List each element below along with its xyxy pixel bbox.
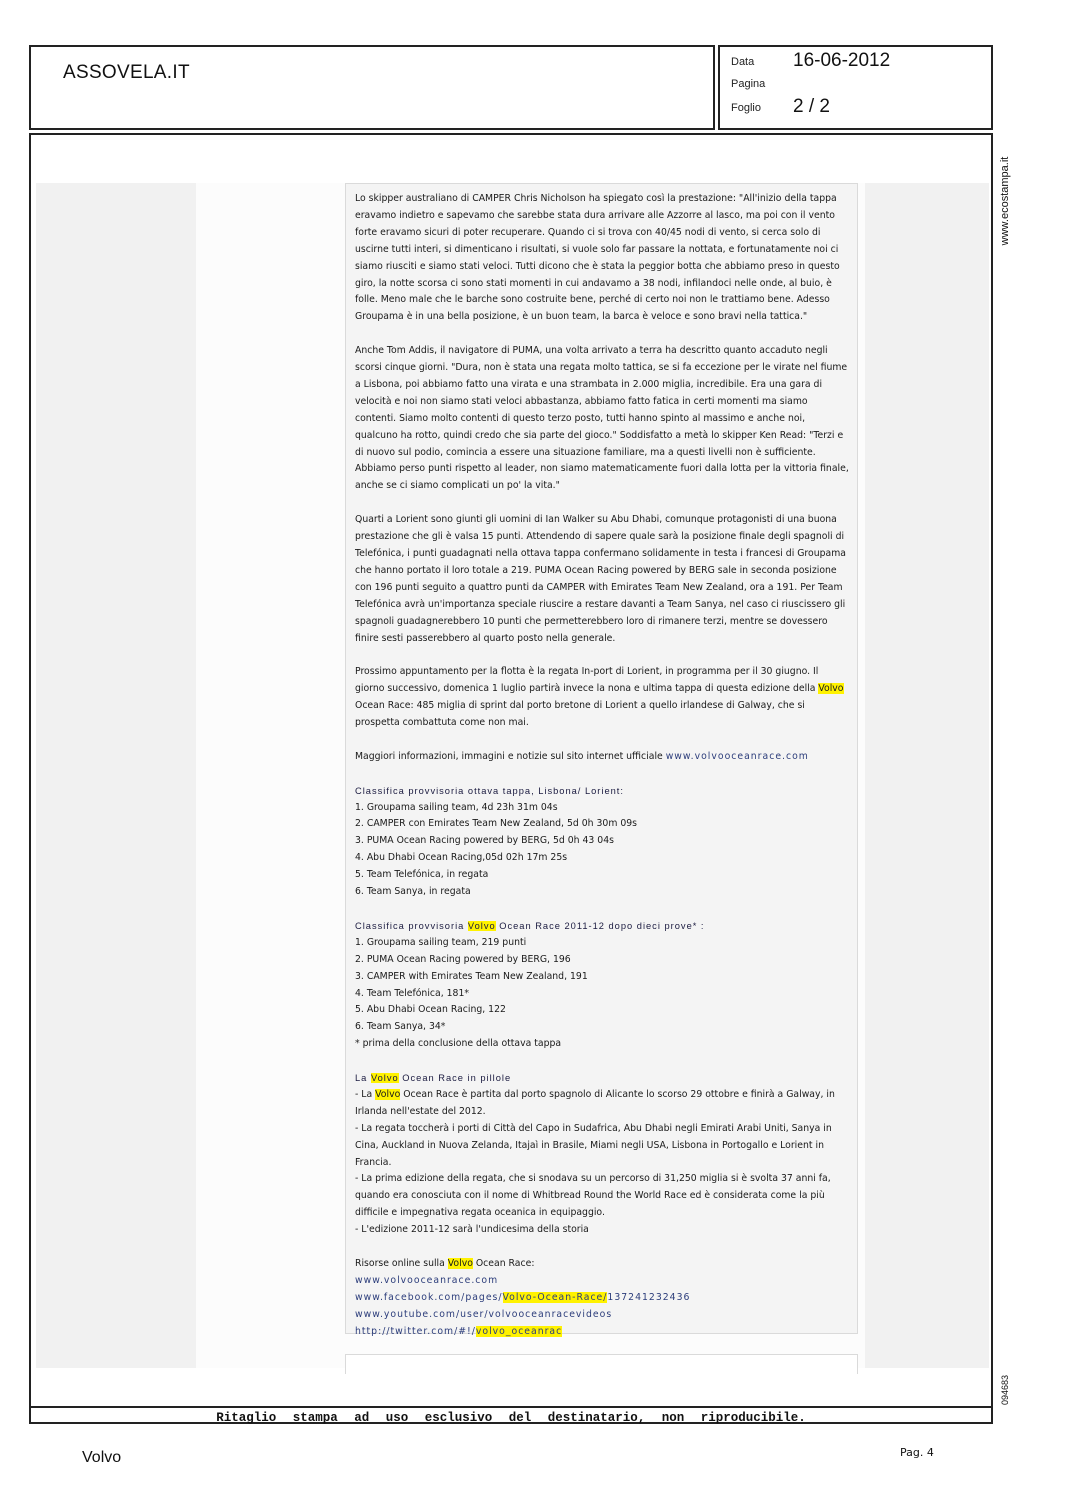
highlight-volvo: Volvo bbox=[375, 1088, 401, 1100]
paragraph-addis: Anche Tom Addis, il navigatore di PUMA, una volta arrivato a terra ha descritto quanto accaduto negli scorsi cinque giorni. "Dura, non è stata una regata molto tattica, se si fa eccezione per le virate nel fiume a Lisbona, poi abbiamo fatto una virata e una strambata in 2.000 miglia, incredibile. Era una gara di velocità e noi non siamo stati veloci abbastanza, abbiamo fatto fatica in certi momenti ma siamo contenti. Siamo molto contenti di questo terzo posto, tutti hanno spinto al massimo e anche noi, qualcuno ha rotto, quindi credo che sia parte del gioco." Soddisfatto a metà lo skipper Ken Read: "Terzi e di nuovo sul podio, comincia a essere una situazione familiare, ma a questi livelli non è sufficiente. Abbiamo perso punti rispetto al leader, non siamo matematicamente fuori dalla lotta per la vittoria finale, anche se ci siamo complicati un po' la vita." bbox=[355, 345, 849, 492]
link-volvooceanrace[interactable]: www.volvooceanrace.com bbox=[665, 750, 809, 762]
leg-result: 6. Team Sanya, in regata bbox=[355, 886, 471, 898]
sheet-label: Foglio bbox=[731, 102, 761, 114]
overall-footnote: * prima della conclusione della ottava tappa bbox=[355, 1038, 562, 1050]
leg-result: 5. Team Telefónica, in regata bbox=[355, 869, 489, 881]
leg-standings bbox=[355, 783, 849, 901]
link-twitter[interactable]: http://twitter.com/#!/volvo_oceanrac bbox=[355, 1325, 563, 1337]
header-meta-box bbox=[718, 45, 993, 130]
highlight-volvo: Volvo bbox=[370, 1073, 399, 1084]
overall-result: 2. PUMA Ocean Racing powered by BERG, 196 bbox=[355, 953, 571, 965]
header-source-box bbox=[29, 45, 715, 130]
overall-result: 3. CAMPER with Emirates Team New Zealand, 191 bbox=[355, 970, 588, 982]
overall-standings bbox=[355, 918, 849, 1053]
race-facts bbox=[355, 1070, 849, 1239]
leg-result: 4. Abu Dhabi Ocean Racing,05d 02h 17m 25s bbox=[355, 852, 568, 864]
side-code: 094683 bbox=[1000, 1374, 1010, 1406]
highlight-volvo: Volvo bbox=[467, 920, 496, 931]
overall-result: 4. Team Telefónica, 181* bbox=[355, 987, 470, 999]
page-label: Pagina bbox=[731, 78, 766, 90]
leg-standings-title: Classifica provvisoria ottava tappa, Lisbona/ Lorient: bbox=[355, 785, 624, 796]
leg-result: 2. CAMPER con Emirates Team New Zealand, 5d 0h 30m 09s bbox=[355, 818, 638, 830]
side-watermark-url: www.ecostampa.it bbox=[999, 156, 1011, 246]
leg-result: 3. PUMA Ocean Racing powered by BERG, 5d 0h 43 04s bbox=[355, 835, 614, 847]
overall-standings-title: Classifica provvisoria Volvo Ocean Race 2011-12 dopo dieci prove* : bbox=[355, 920, 705, 931]
online-resources bbox=[355, 1256, 849, 1341]
link-website[interactable]: www.volvooceanrace.com bbox=[355, 1274, 499, 1286]
online-resources-title: Risorse online sulla Volvo Ocean Race: bbox=[355, 1257, 535, 1269]
sheet-value: 2 / 2 bbox=[793, 96, 830, 117]
race-fact: - La regata toccherà i porti di Città del Capo in Sudafrica, Abu Dhabi negli Emirati Arabi Uniti, Sanya in Cina, Auckland in Nuova Zelanda, Itajaì in Brasile, Miami negli USA, Lisbona in Portogallo e Lorient in Francia. bbox=[355, 1122, 832, 1168]
link-youtube[interactable]: www.youtube.com/user/volvooceanracevideos bbox=[355, 1308, 613, 1320]
next-box-edge bbox=[345, 1354, 858, 1374]
paragraph-nicholson: Lo skipper australiano di CAMPER Chris Nicholson ha spiegato così la prestazione: "All'inizio della tappa eravamo indietro e sapevamo che sarebbe stata dura arrivare alle Azzorre al lasco, ma poi con il vento forte eravamo sicuri di poter recuperare. Quando ci si trova con 40/45 nodi di vento, si cerca solo di uscirne tutti interi, si dimenticano i risultati, si vuole solo far passare la nottata, e fortunatamente noi ci siamo riusciti e siamo stati veloci. Tutti dicono che è stata la peggior botta che abbiamo preso in questo giro, la notte scorsa ci sono stati momenti in cui andavamo a 38 nodi, infilandoci nelle onde, al buio, è folle. Meno male che le barche sono costruite bene, perché di certo noi non le trattiamo bene. Adesso Groupama è in una bella posizione, è un buon team, la barca è veloce e sono bravi nella tattica." bbox=[355, 193, 840, 323]
disclaimer: Ritaglio stampa ad uso esclusivo del destinatario, non riproducibile. bbox=[31, 1406, 991, 1425]
race-fact: - La prima edizione della regata, che si snodava su un percorso di 31,250 miglia si è svolta 37 anni fa, quando era conosciuta con il nome di Whitbread Round the World Race ed è considerata come la più difficile e impegnativa regata oceanica in equipaggio. bbox=[355, 1173, 831, 1219]
highlight-volvo: Volvo bbox=[818, 683, 844, 695]
overall-result: 6. Team Sanya, 34* bbox=[355, 1021, 446, 1033]
source-title: ASSOVELA.IT bbox=[63, 62, 190, 83]
footer-page-number: Pag. 4 bbox=[900, 1446, 934, 1459]
article-text bbox=[355, 191, 849, 1341]
overall-result: 1. Groupama sailing team, 219 punti bbox=[355, 936, 527, 948]
link-facebook[interactable]: www.facebook.com/pages/Volvo-Ocean-Race/137241232436 bbox=[355, 1291, 691, 1303]
paragraph-abu-dhabi: Quarti a Lorient sono giunti gli uomini di Ian Walker su Abu Dhabi, comunque protagonisti di una buona prestazione che gli è valsa 15 punti. Attendendo di sapere quale sarà la posizione finale degli spagnoli di Telefónica, i punti guadagnati nella ottava tappa confermano solidamente in testa i francesi di Groupama che hanno portato il loro totale a 219. PUMA Ocean Racing powered by BERG sale in seconda posizione con 196 punti seguito a quattro punti da CAMPER with Emirates Team New Zealand, ora a 191. Per Team Telefónica avrà un'importanza speciale riuscire a restare davanti a Team Sanya, nel caso ci riuscissero gli spagnoli guadagnerebbero 10 punti che permetterebbero loro di rimanere terzi, mentre se dovessero finire sesti passerebbero al quarto posto nella generale. bbox=[355, 514, 846, 644]
date-label: Data bbox=[731, 56, 755, 68]
race-facts-title: La Volvo Ocean Race in pillole bbox=[355, 1073, 512, 1084]
date-value: 16-06-2012 bbox=[793, 50, 891, 71]
footer-keyword: Volvo bbox=[82, 1449, 122, 1466]
race-fact: - La Volvo Ocean Race è partita dal porto spagnolo di Alicante lo scorso 29 ottobre e finirà a Galway, in Irlanda nell'estate del 2012. bbox=[355, 1088, 835, 1117]
leg-result: 1. Groupama sailing team, 4d 23h 31m 04s bbox=[355, 801, 558, 813]
paragraph-next-leg: Prossimo appuntamento per la flotta è la regata In-port di Lorient, in programma per il 30 giugno. Il giorno successivo, domenica 1 luglio partirà invece la nona e ultima tappa di questa edizione della Volvo Ocean Race: 485 miglia di sprint dal porto bretone di Lorient a quello irlandese di Galway, che si prospetta combattuta come non mai. bbox=[355, 666, 844, 729]
paragraph-more-info: Maggiori informazioni, immagini e notizie sul sito internet ufficiale www.volvooceanrace.com bbox=[355, 750, 809, 762]
overall-result: 5. Abu Dhabi Ocean Racing, 122 bbox=[355, 1004, 506, 1016]
highlight-volvo: Volvo bbox=[447, 1257, 473, 1269]
race-fact: - L'edizione 2011-12 sarà l'undicesima della storia bbox=[355, 1224, 589, 1236]
